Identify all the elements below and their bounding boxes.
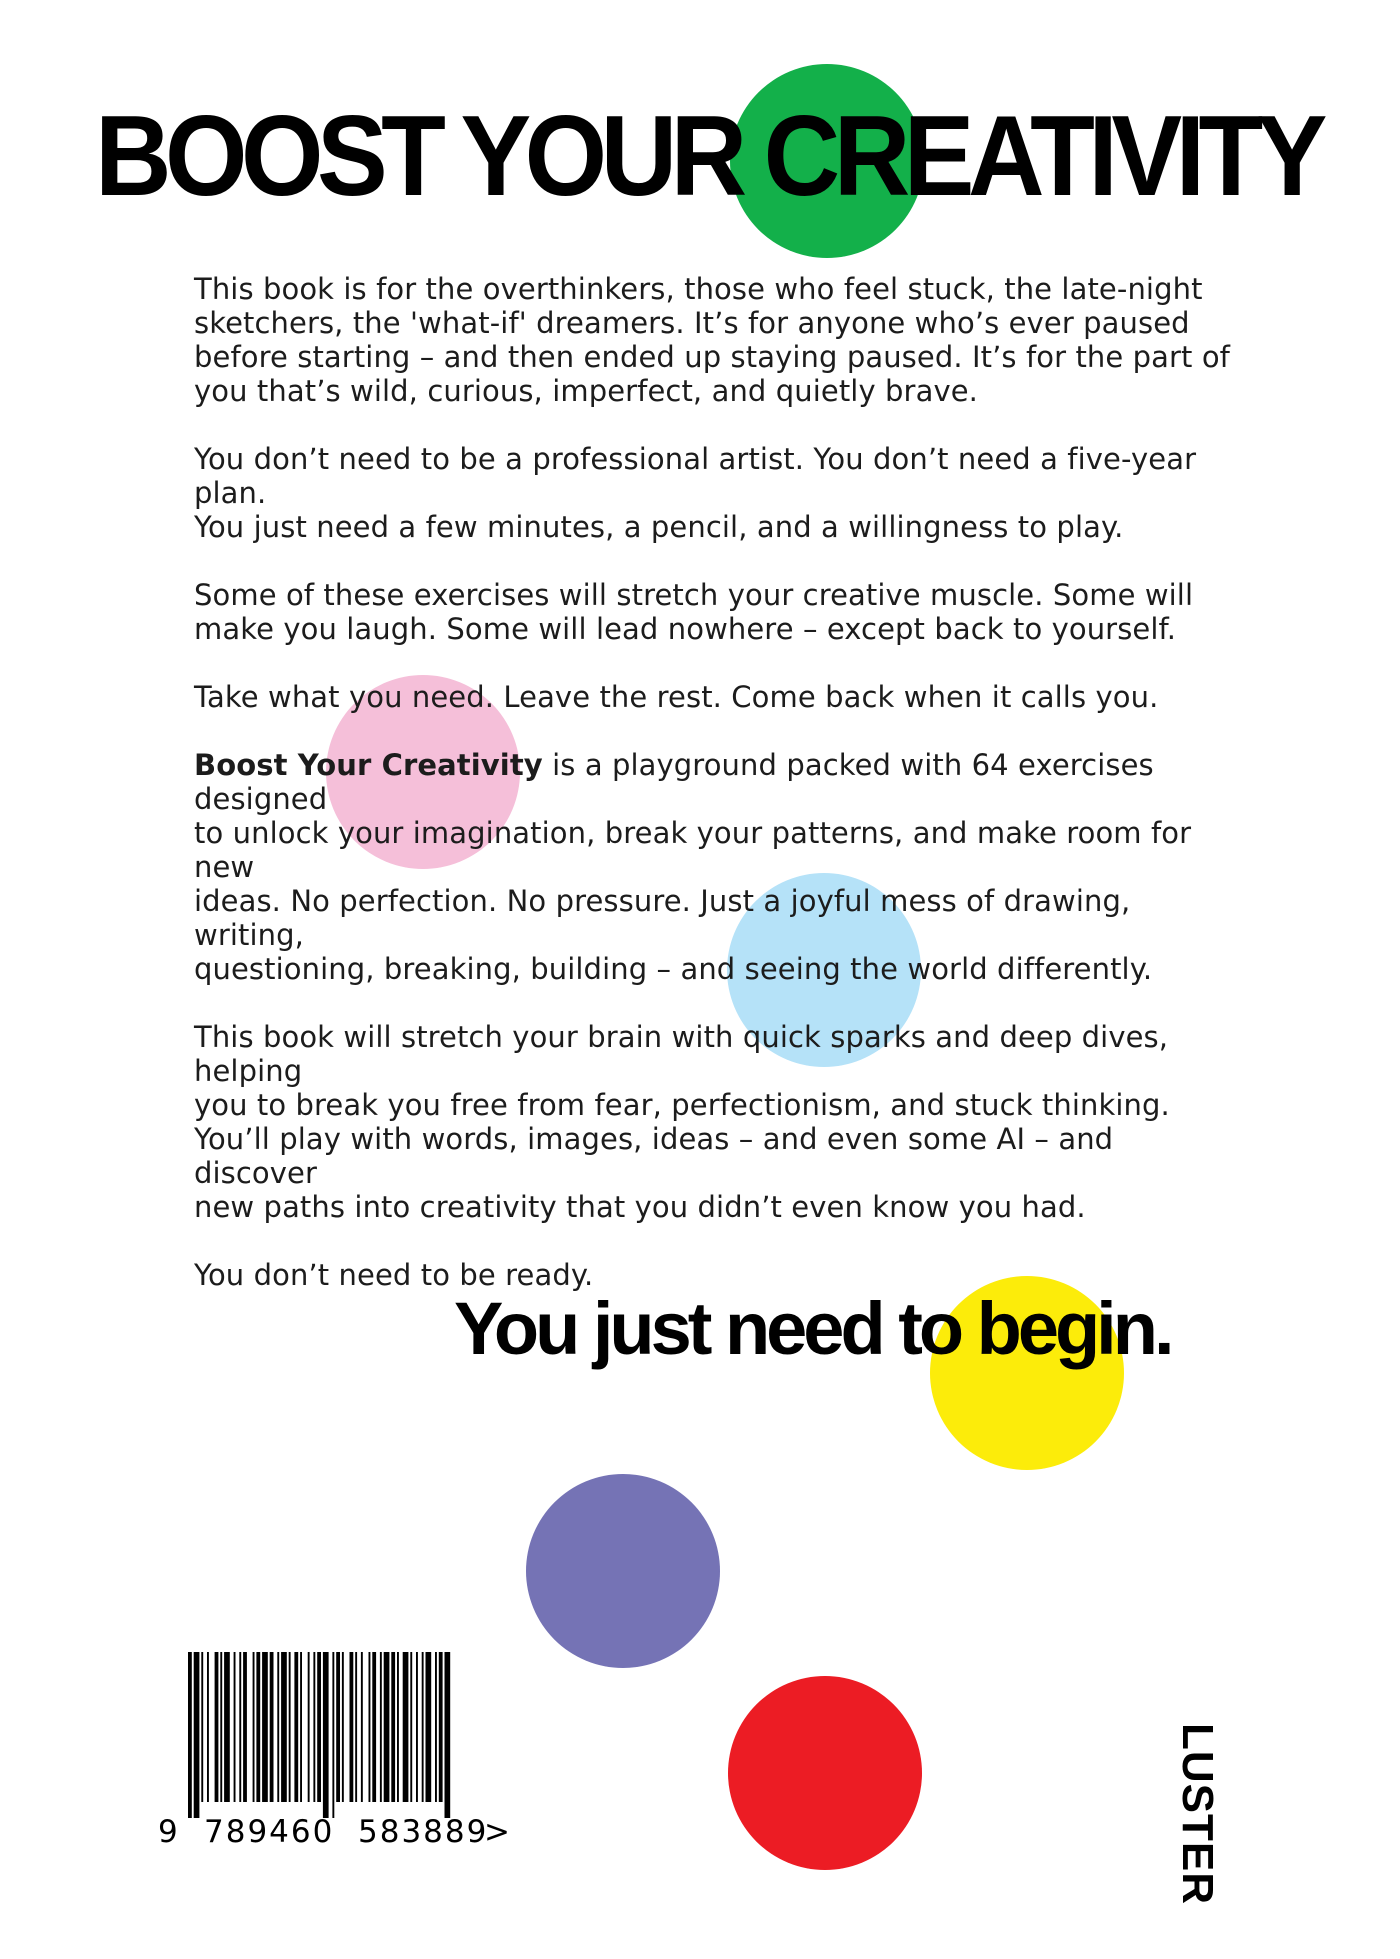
barcode-bar: [422, 1652, 424, 1802]
book-title-bold: Boost Your Creativity: [194, 748, 543, 782]
barcode-bar: [308, 1652, 310, 1802]
barcode-bar: [410, 1652, 412, 1802]
barcode-bar: [384, 1652, 390, 1802]
barcode-bar: [270, 1652, 274, 1802]
barcode-bar: [256, 1652, 260, 1802]
paragraph-6: This book will stretch your brain with quick sparks and deep dives, helping you to break you free from fear, perfectionism, and stuck thinking. You’ll play with words, images, ideas – and even some AI – and discover new paths into creativity that you didn’t even know you had.: [194, 1020, 1170, 1224]
barcode-arrow: >: [484, 1814, 510, 1850]
barcode-bar: [355, 1652, 357, 1802]
paragraph-4: Take what you need. Leave the rest. Come back when it calls you.: [194, 680, 1159, 714]
barcode-bar: [342, 1652, 344, 1802]
barcode-bar: [369, 1652, 371, 1802]
tagline: You just need to begin.: [454, 1287, 1171, 1370]
barcode: [158, 1652, 518, 1852]
red-circle: [728, 1676, 922, 1870]
barcode-bar: [445, 1652, 451, 1818]
barcode-left-digits: 789460: [204, 1814, 335, 1850]
barcode-bar: [220, 1652, 222, 1802]
barcode-bar: [262, 1652, 268, 1802]
barcode-bar: [372, 1652, 376, 1802]
barcode-bar: [397, 1652, 399, 1802]
barcode-bar: [207, 1652, 209, 1802]
body-copy: [194, 272, 1234, 1292]
paragraph-2: You don’t need to be a professional artist. You don’t need a five-year plan. You just need a few minutes, a pencil, and a willingness to play.: [194, 442, 1197, 544]
barcode-bar: [317, 1652, 321, 1802]
barcode-bar: [336, 1652, 340, 1802]
purple-circle: [526, 1474, 720, 1668]
barcode-bar: [350, 1652, 354, 1802]
barcode-bar: [188, 1652, 192, 1818]
barcode-right-digits: 583889: [358, 1814, 489, 1850]
barcode-bar: [435, 1652, 437, 1802]
page-title-text: BOOST YOUR CREATIVITY: [95, 93, 1321, 220]
barcode-bar: [426, 1652, 432, 1802]
barcode-bar: [277, 1652, 279, 1802]
barcode-bar: [439, 1652, 443, 1802]
barcode-bar: [313, 1652, 315, 1802]
barcode-bar: [332, 1652, 334, 1818]
barcode-bar: [323, 1652, 329, 1818]
barcode-bar: [234, 1652, 236, 1802]
barcode-bar: [289, 1652, 291, 1802]
barcode-first-digit: 9: [158, 1814, 178, 1850]
publisher-logo: LUSTER: [1173, 1723, 1222, 1905]
paragraph-5-text: is a playground packed with 64 exercises designed to unlock your imagination, break your patterns, and make room for new ideas. No perfection. No pressure. Just a joyful mess of drawing, writing, questioning, breaking, building – and seeing the world differently.: [194, 748, 1192, 986]
barcode-bar: [416, 1652, 418, 1802]
barcode-bar: [239, 1652, 241, 1802]
barcode-bar: [403, 1652, 409, 1802]
barcode-bar: [380, 1652, 382, 1802]
barcode-bar: [361, 1652, 363, 1802]
barcode-bar: [243, 1652, 247, 1802]
barcode-bar: [391, 1652, 395, 1802]
barcode-bar: [194, 1652, 200, 1818]
barcode-bar: [294, 1652, 298, 1802]
paragraph-7: You don’t need to be ready.: [194, 1258, 594, 1292]
barcode-bars: [188, 1652, 488, 1818]
barcode-bar: [281, 1652, 287, 1802]
paragraph-3: Some of these exercises will stretch your creative muscle. Some will make you laugh. Some will lead nowhere – except back to yourself.: [194, 578, 1194, 646]
barcode-bar: [201, 1652, 203, 1802]
page-title: [95, 93, 1400, 220]
barcode-bar: [253, 1652, 255, 1802]
barcode-bar: [215, 1652, 219, 1802]
barcode-bar: [300, 1652, 302, 1802]
barcode-bar: [224, 1652, 230, 1802]
paragraph-5: [194, 748, 1234, 986]
paragraph-1: This book is for the overthinkers, those who feel stuck, the late-night sketchers, the 'what-if' dreamers. It’s for anyone who’s ever paused before starting – and then ended up staying paused. It’s for the part of you that’s wild, curious, imperfect, and quietly brave.: [194, 272, 1230, 408]
